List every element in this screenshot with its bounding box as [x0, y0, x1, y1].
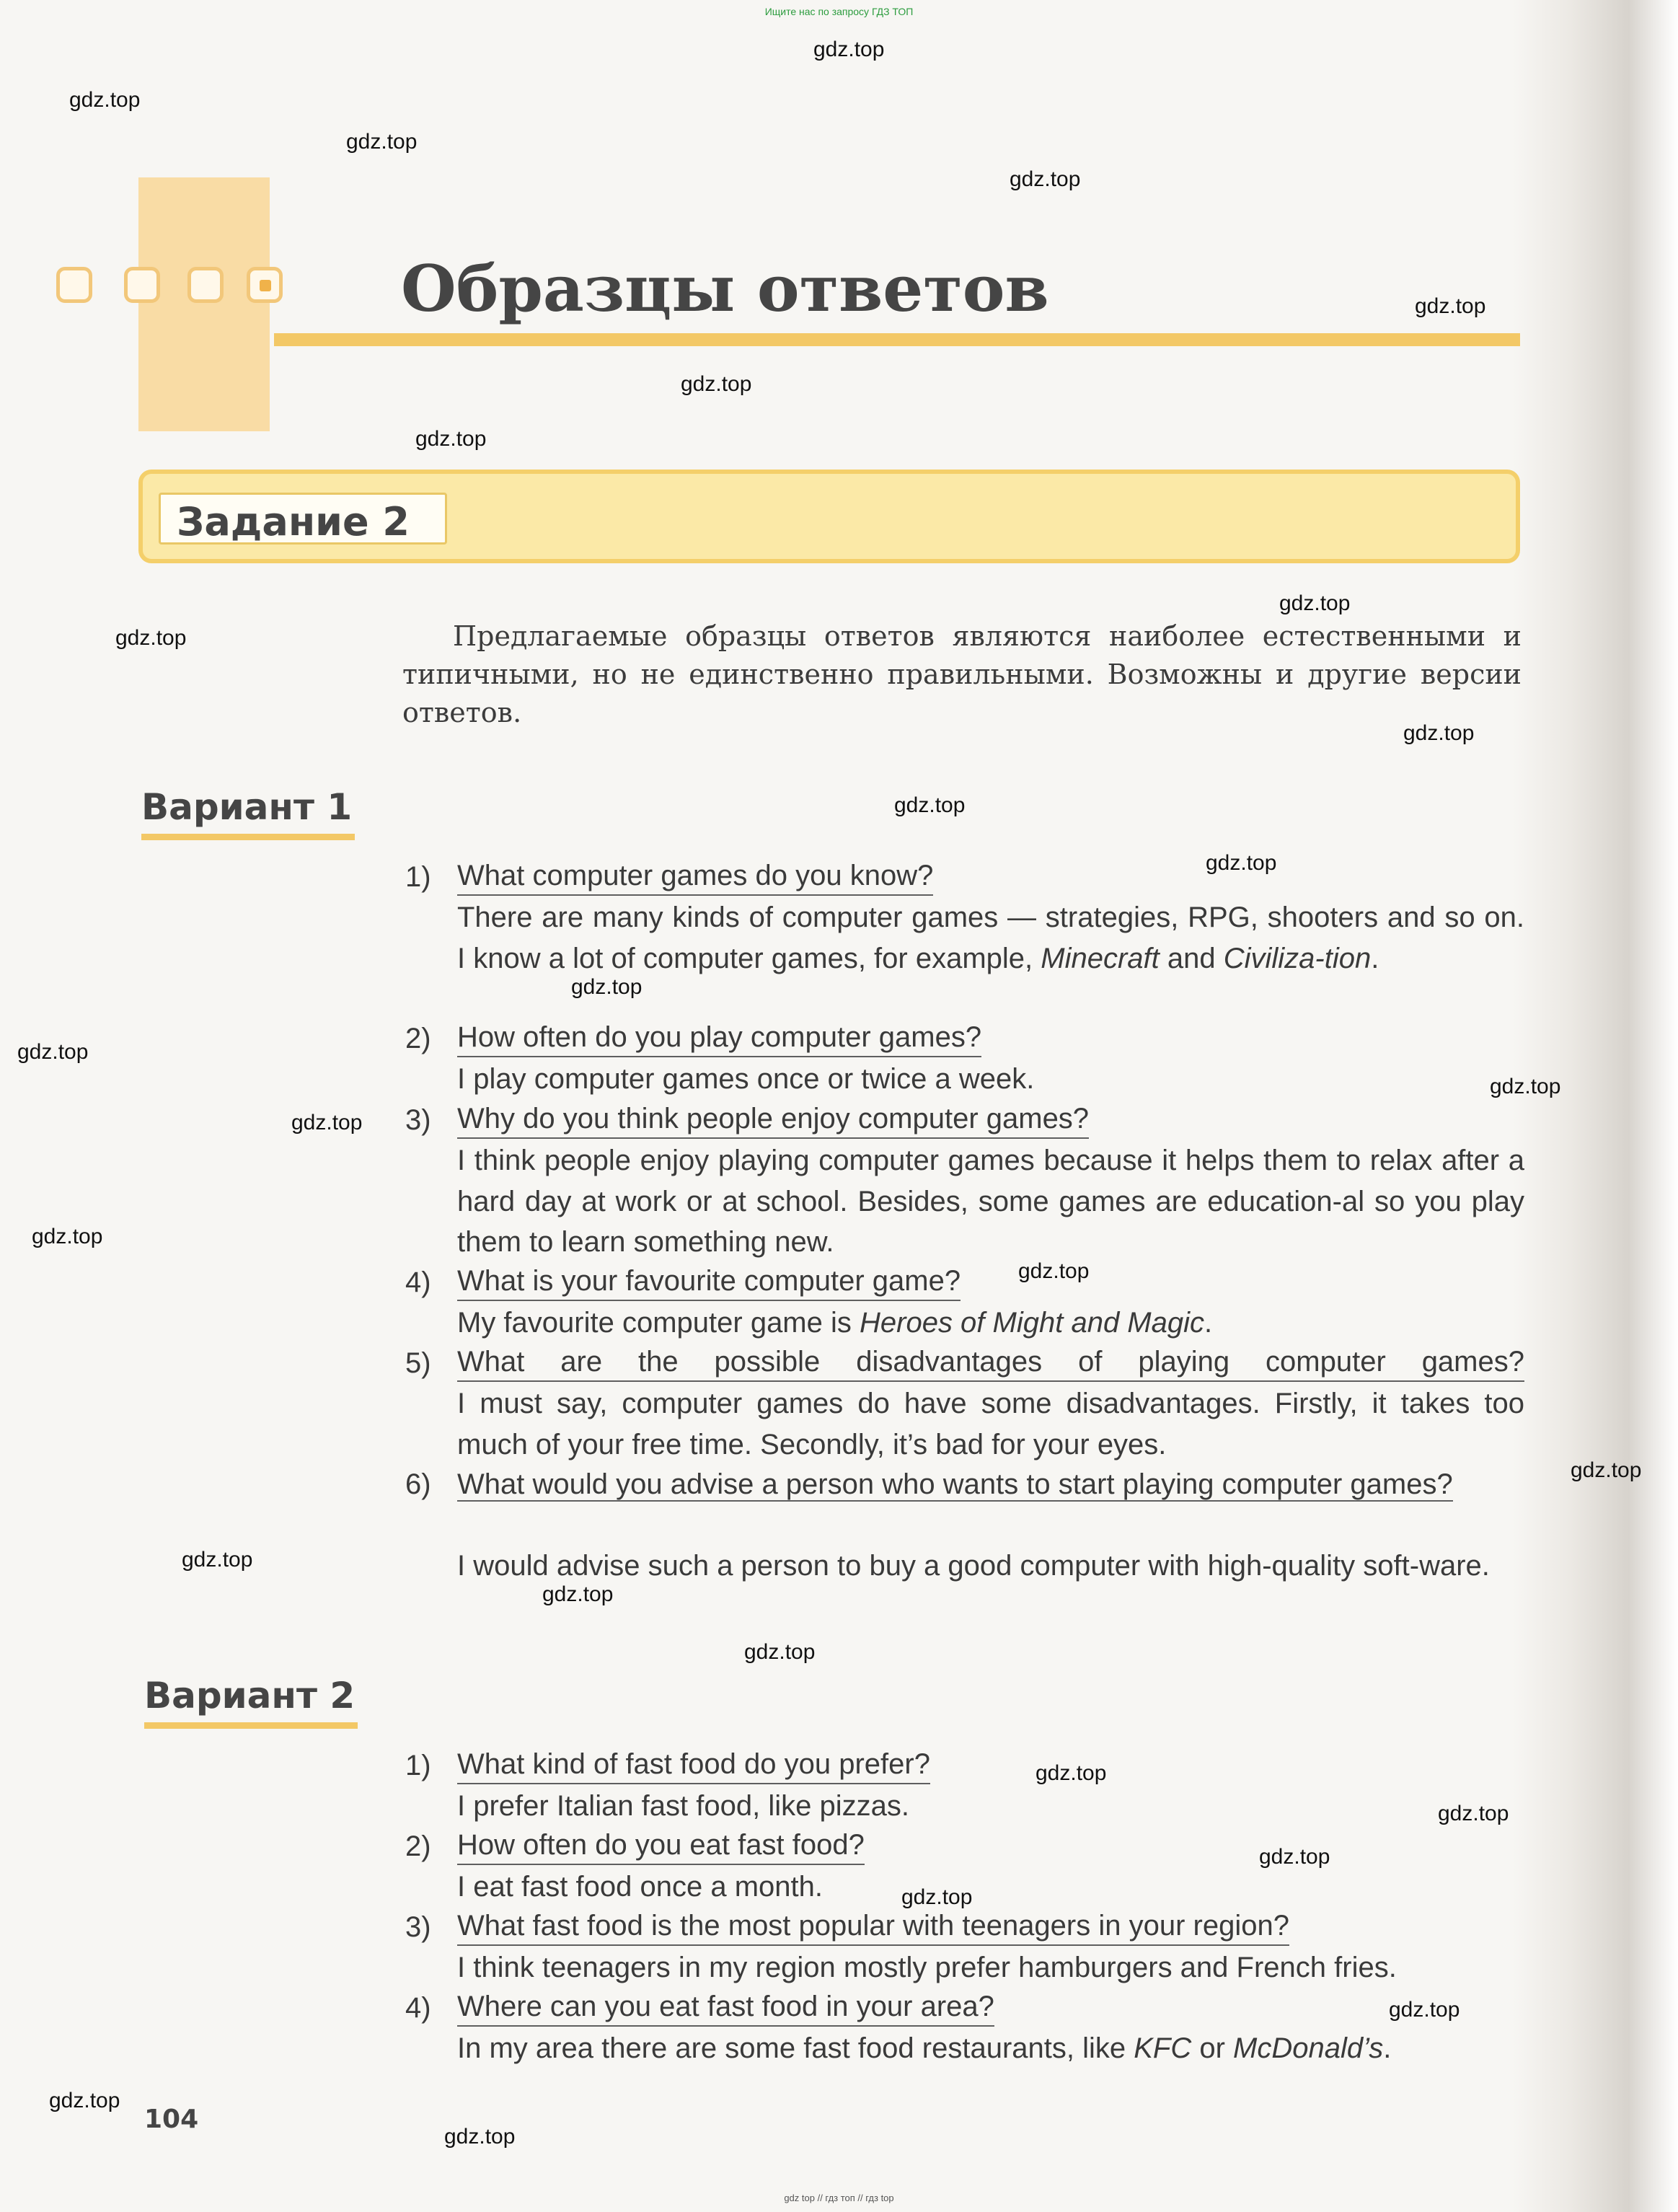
watermark: gdz.top	[1035, 1761, 1107, 1785]
title-underline-bar	[274, 333, 1520, 346]
task-label: Задание 2	[177, 499, 410, 545]
watermark: gdz.top	[894, 793, 966, 817]
item-number: 6)	[405, 1468, 431, 1500]
variant-1-underline	[141, 834, 355, 840]
question: Where can you eat fast food in your area?	[457, 1988, 994, 2027]
item-number: 3)	[405, 1104, 431, 1136]
watermark: gdz.top	[542, 1582, 614, 1606]
top-note: Ищите нас по запросу ГДЗ ТОП	[764, 6, 914, 17]
watermark: gdz.top	[744, 1640, 816, 1664]
watermark: gdz.top	[1259, 1845, 1330, 1869]
answer: There are many kinds of computer games — strategies, RPG, shooters and so on. I know a lot of computer games, for example, Minecraft and Civiliza-tion.	[457, 902, 1524, 974]
progress-square-1	[56, 267, 92, 303]
book-spine-shadow	[1512, 0, 1678, 2212]
question: What is your favourite computer game?	[457, 1262, 961, 1301]
variant-1-heading: Вариант 1	[141, 786, 353, 828]
watermark: gdz.top	[32, 1225, 103, 1248]
answer-italic: McDonald’s	[1233, 2032, 1384, 2064]
question: Why do you think people enjoy computer games?	[457, 1100, 1089, 1139]
answer: I think people enjoy playing computer games because it helps them to relax after a hard day at work or at school. Besides, some games are education-al so you play them to learn something new.	[457, 1145, 1524, 1258]
item-number: 4)	[405, 1266, 431, 1298]
watermark: gdz.top	[182, 1548, 253, 1572]
intro-paragraph	[402, 617, 1522, 732]
answer: I think teenagers in my region mostly prefer hamburgers and French fries.	[457, 1952, 1397, 1983]
progress-square-3	[187, 267, 224, 303]
watermark: gdz.top	[1206, 851, 1277, 875]
watermark: gdz.top	[1571, 1458, 1642, 1482]
watermark: gdz.top	[346, 130, 418, 154]
intro-text: Предлагаемые образцы ответов являются наиболее естественными и типичными, но не единственно правильными. Возможны и другие версии ответов.	[402, 620, 1522, 728]
watermark: gdz.top	[1279, 591, 1351, 615]
answer: I eat fast food once a month.	[457, 1871, 823, 1903]
answer: I would advise such a person to buy a good computer with high-quality soft-ware.	[457, 1550, 1490, 1582]
item-number: 1)	[405, 1750, 431, 1781]
item-number: 3)	[405, 1911, 431, 1943]
answer: I prefer Italian fast food, like pizzas.	[457, 1790, 909, 1822]
question: What fast food is the most popular with teenagers in your region?	[457, 1907, 1289, 1946]
task-banner	[138, 470, 1520, 563]
task-label-box	[159, 493, 447, 545]
watermark: gdz.top	[681, 372, 752, 396]
answer: I play computer games once or twice a week.	[457, 1063, 1035, 1095]
question: How often do you play computer games?	[457, 1018, 981, 1057]
watermark: gdz.top	[1010, 167, 1081, 191]
watermark: gdz.top	[813, 38, 885, 61]
header-tab-decoration	[138, 177, 270, 431]
variant-2-heading: Вариант 2	[144, 1675, 356, 1717]
item-number: 2)	[405, 1830, 431, 1862]
watermark: gdz.top	[901, 1885, 973, 1909]
variant-2-underline	[144, 1722, 358, 1729]
progress-square-4-active	[247, 267, 283, 303]
question: What computer games do you know?	[457, 857, 933, 896]
item-number: 2)	[405, 1023, 431, 1054]
page-number: 104	[144, 2105, 199, 2134]
watermark: gdz.top	[49, 2089, 120, 2112]
answer-italic: Civiliza-tion	[1223, 942, 1372, 974]
watermark: gdz.top	[291, 1111, 363, 1134]
question: What would you advise a person who wants to start playing computer games?	[457, 1468, 1453, 1500]
answer-italic: Minecraft	[1041, 942, 1160, 974]
page-title: Образцы ответов	[401, 251, 1049, 326]
answer: In my area there are some fast food restaurants, like KFC or McDonald’s.	[457, 2032, 1392, 2064]
progress-square-2	[124, 267, 160, 303]
watermark: gdz.top	[1403, 721, 1475, 745]
item-number: 4)	[405, 1992, 431, 2024]
watermark: gdz.top	[571, 975, 643, 999]
question: What are the possible disadvantages of playing computer games?	[457, 1343, 1524, 1382]
question: What kind of fast food do you prefer?	[457, 1745, 930, 1784]
watermark: gdz.top	[115, 626, 187, 650]
bottom-note: gdz top // гдз топ // гдз top	[784, 2193, 894, 2203]
watermark: gdz.top	[1018, 1259, 1090, 1283]
watermark: gdz.top	[415, 427, 487, 451]
answer-italic: KFC	[1134, 2032, 1192, 2064]
watermark: gdz.top	[1438, 1802, 1509, 1825]
item-number: 1)	[405, 861, 431, 893]
question-wrap	[457, 1464, 1524, 1505]
question: How often do you eat fast food?	[457, 1826, 865, 1865]
watermark: gdz.top	[1415, 294, 1486, 318]
watermark: gdz.top	[1490, 1075, 1561, 1098]
watermark: gdz.top	[69, 88, 141, 112]
answer: I must say, computer games do have some disadvantages. Firstly, it takes too much of your free time. Secondly, it’s bad for your eyes.	[457, 1388, 1524, 1460]
watermark: gdz.top	[17, 1040, 89, 1064]
watermark: gdz.top	[1389, 1998, 1460, 2022]
item-number: 5)	[405, 1347, 431, 1379]
answer: My favourite computer game is Heroes of Might and Magic.	[457, 1307, 1213, 1339]
answer-italic: Heroes of Might and Magic	[860, 1307, 1205, 1339]
watermark: gdz.top	[444, 2125, 516, 2149]
